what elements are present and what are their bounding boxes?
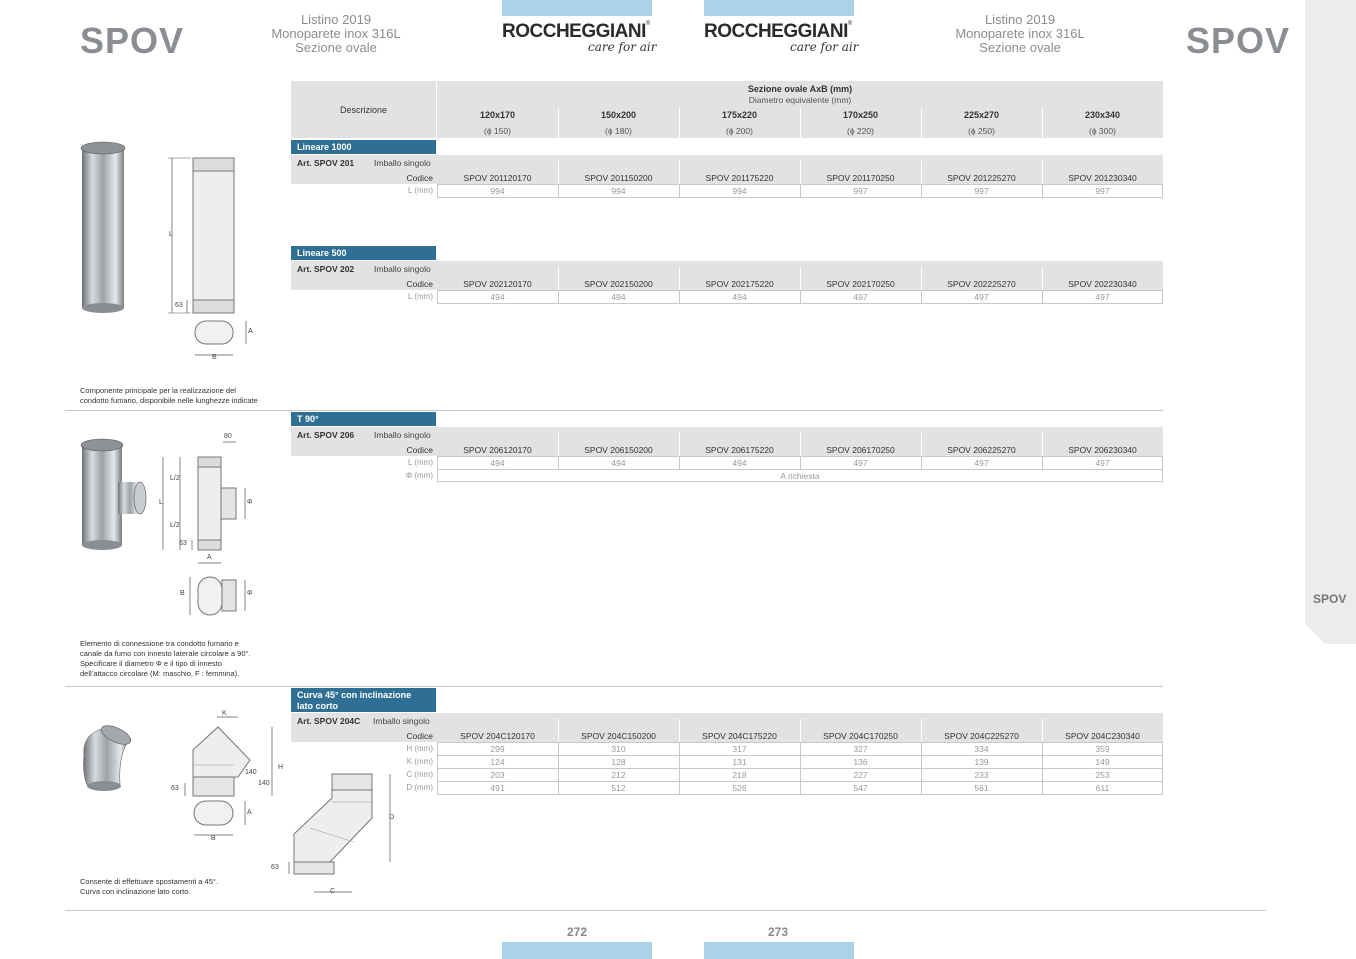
cell-border <box>558 456 559 469</box>
dim-label-L: L <box>169 231 173 238</box>
table-cell: 203 <box>490 770 505 780</box>
column-size: 150x200 <box>600 110 637 120</box>
cell-border <box>437 290 438 303</box>
table-cell: 494 <box>732 292 747 302</box>
product-code: SPOV 202120170 <box>463 279 532 289</box>
cell-border <box>558 755 559 768</box>
product-code: SPOV 201120170 <box>463 173 532 183</box>
cell-border <box>1042 742 1043 755</box>
product-code: SPOV 204C225270 <box>944 731 1019 741</box>
table-cell: 136 <box>853 757 868 767</box>
cell-border <box>679 184 680 197</box>
table-cell: 997 <box>853 186 868 196</box>
product-code: SPOV 204C170250 <box>823 731 898 741</box>
column-divider <box>800 108 801 138</box>
table-cell: 561 <box>974 783 989 793</box>
cell-border <box>437 755 438 768</box>
dim-label-D: D <box>389 814 395 821</box>
column-size: 120x170 <box>479 110 516 120</box>
cell-border <box>800 755 801 768</box>
header-subtitle-right: Listino 2019 Monoparete inox 316L Sezione ovale <box>955 12 1085 55</box>
product-code: SPOV 206225270 <box>947 445 1016 455</box>
column-divider <box>1042 108 1043 138</box>
header-subtitle-left: Listino 2019 Monoparete inox 316L Sezione ovale <box>271 12 401 55</box>
footer-divider <box>65 910 1266 911</box>
table-cell: 310 <box>611 744 626 754</box>
table-cell: 497 <box>974 458 989 468</box>
table-cell: 227 <box>853 770 868 780</box>
product-code: SPOV 204C230340 <box>1065 731 1140 741</box>
table-cell: 997 <box>974 186 989 196</box>
dim-label-A: A <box>248 328 253 335</box>
phi-value: A richiesta <box>780 471 820 481</box>
cell-border <box>1042 755 1043 768</box>
table-cell: 494 <box>611 458 626 468</box>
description-lineare: Componente principale per la realizzazione del condotto fumario, disponibile nelle lunghezze indicate <box>80 386 258 405</box>
column-diameter: (ɸ 200) <box>726 126 753 136</box>
art-label: Art. SPOV 206 <box>297 430 355 440</box>
cell-border <box>679 290 680 303</box>
description-curva: Consente di effettuare spostamenti a 45°. Curva con inclinazione lato corto. <box>80 877 218 896</box>
code-label: Codice <box>406 279 433 289</box>
product-code: SPOV 204C175220 <box>702 731 777 741</box>
dim-label-phi: Φ <box>247 590 253 597</box>
product-code: SPOV 201225270 <box>947 173 1016 183</box>
cell-border <box>1042 456 1043 469</box>
product-code: SPOV 201170250 <box>826 173 895 183</box>
cell-border <box>1042 290 1043 303</box>
product-code: SPOV 206175220 <box>705 445 774 455</box>
dim-label-A: A <box>207 554 212 561</box>
row-unit-label: L (mm) <box>407 186 433 195</box>
cell-border <box>679 781 680 794</box>
table-cell: 497 <box>974 292 989 302</box>
row-unit-label: L (mm) <box>407 292 433 301</box>
table-cell: 994 <box>490 186 505 196</box>
table-cell: 497 <box>1095 292 1110 302</box>
cell-border <box>558 742 559 755</box>
cell-border <box>679 742 680 755</box>
cell-border <box>437 768 438 781</box>
column-diameter: (ɸ 300) <box>1089 126 1116 136</box>
cell-border <box>1162 768 1163 781</box>
art-label: Art. SPOV 201 <box>297 158 355 168</box>
dim-label-phi: Φ <box>247 499 253 506</box>
cell-border <box>437 781 438 794</box>
table-cell: 334 <box>974 744 989 754</box>
table-cell: 212 <box>611 770 626 780</box>
dim-label-63: 63 <box>171 785 179 792</box>
cell-border <box>921 742 922 755</box>
table-cell: 149 <box>1095 757 1110 767</box>
table-cell: 526 <box>732 783 747 793</box>
section-divider <box>65 686 1163 687</box>
table-cell: 994 <box>611 186 626 196</box>
cell-border <box>679 456 680 469</box>
section-label-lineare-500: Lineare 500 <box>291 246 436 260</box>
cell-border <box>437 184 438 197</box>
top-accent-bar-left <box>502 0 652 16</box>
column-diameter: (ɸ 180) <box>605 126 632 136</box>
column-divider <box>679 108 680 138</box>
description-t90: Elemento di connessione tra condotto fumario e canale da fumo con innesto laterale circolare a 90°. Specificare il diametro Φ e il tipo di innesto dell’attacco circolare (M: maschio, F : femmina). <box>80 639 251 678</box>
table-cell: 253 <box>1095 770 1110 780</box>
dim-label-63: 63 <box>175 302 183 309</box>
code-label: Codice <box>406 445 433 455</box>
row-line <box>437 794 1163 795</box>
cell-border <box>921 456 922 469</box>
table-cell: 139 <box>974 757 989 767</box>
cell-border <box>1162 742 1163 755</box>
row-unit-label: H (mm) <box>406 744 433 753</box>
dim-label-C: C <box>330 888 336 895</box>
column-diameter: (ɸ 220) <box>847 126 874 136</box>
tee-photo-icon <box>78 438 148 552</box>
row-line <box>437 481 1163 482</box>
section-label-lineare-1000: Lineare 1000 <box>291 140 436 154</box>
product-code: SPOV 202225270 <box>947 279 1016 289</box>
cell-border <box>679 755 680 768</box>
dim-label-L: L <box>159 499 163 506</box>
section-title: Sezione ovale AxB (mm) <box>747 84 853 94</box>
cell-border <box>558 781 559 794</box>
side-tab-corner <box>1305 620 1356 644</box>
table-cell: 497 <box>853 292 868 302</box>
product-code: SPOV 206230340 <box>1068 445 1137 455</box>
product-code: SPOV 202175220 <box>705 279 774 289</box>
table-cell: 547 <box>853 783 868 793</box>
brand-logo-right: ROCCHEGGIANI® care for air <box>704 21 859 54</box>
dim-label-63: 63 <box>271 864 279 871</box>
dim-label-B: B <box>212 354 217 361</box>
table-cell: 299 <box>490 744 505 754</box>
cell-border <box>1162 184 1163 197</box>
table-cell: 317 <box>732 744 747 754</box>
cell-border <box>1042 768 1043 781</box>
art-label: Art. SPOV 204C <box>297 716 361 726</box>
code-label: Codice <box>406 173 433 183</box>
table-cell: 131 <box>732 757 747 767</box>
column-size: 170x250 <box>842 110 879 120</box>
product-code: SPOV 201230340 <box>1068 173 1137 183</box>
row-unit-label: C (mm) <box>406 770 433 779</box>
dim-label-K: K <box>222 710 227 717</box>
table-cell: 611 <box>1095 783 1110 793</box>
pipe-photo-icon <box>78 140 128 316</box>
product-code: SPOV 202230340 <box>1068 279 1137 289</box>
product-code: SPOV 206150200 <box>584 445 653 455</box>
table-cell: 512 <box>611 783 626 793</box>
column-diameter: (ɸ 250) <box>968 126 995 136</box>
table-cell: 494 <box>611 292 626 302</box>
cell-border <box>558 768 559 781</box>
cell-border <box>921 184 922 197</box>
dim-label-80: 80 <box>224 433 232 440</box>
table-cell: 327 <box>853 744 868 754</box>
dim-label-B: B <box>211 835 216 842</box>
table-cell: 233 <box>974 770 989 780</box>
row-unit-label-phi: Φ (mm) <box>405 471 433 480</box>
elbow-photo-icon <box>78 725 138 795</box>
cell-border <box>921 290 922 303</box>
packaging-label: Imballo singolo <box>373 716 430 726</box>
row-line <box>437 197 1163 198</box>
packaging-label: Imballo singolo <box>374 430 431 440</box>
cell-border <box>1162 781 1163 794</box>
row-line <box>437 469 1163 470</box>
product-code: SPOV 202150200 <box>584 279 653 289</box>
table-header-description-label: Descrizione <box>339 105 388 115</box>
elbow-side-drawing <box>280 770 405 900</box>
row-line <box>437 303 1163 304</box>
product-code: SPOV 202170250 <box>826 279 895 289</box>
product-code: SPOV 201175220 <box>705 173 774 183</box>
bottom-accent-bar-right <box>704 942 854 959</box>
dim-label-L2-top: L/2 <box>170 475 180 482</box>
dim-label-B: B <box>180 590 185 597</box>
side-tab <box>1305 0 1356 644</box>
cell-border <box>1162 755 1163 768</box>
product-code: SPOV 204C150200 <box>581 731 656 741</box>
column-size: 175x220 <box>721 110 758 120</box>
table-cell: 994 <box>732 186 747 196</box>
table-cell: 491 <box>490 783 505 793</box>
dim-label-H: H <box>278 764 284 771</box>
table-cell: 494 <box>490 458 505 468</box>
product-code: SPOV 206120170 <box>463 445 532 455</box>
cell-border <box>1042 184 1043 197</box>
column-size: 230x340 <box>1084 110 1121 120</box>
column-divider <box>558 108 559 138</box>
cell-border <box>800 290 801 303</box>
dim-label-140b: 140 <box>258 780 270 787</box>
table-cell: 494 <box>490 292 505 302</box>
section-subtitle: Diametro equivalente (mm) <box>748 95 852 105</box>
table-cell: 497 <box>853 458 868 468</box>
column-size: 225x270 <box>963 110 1000 120</box>
column-divider <box>921 108 922 138</box>
cell-border <box>437 742 438 755</box>
elbow-technical-drawing <box>168 705 293 850</box>
product-code: SPOV 204C120170 <box>460 731 535 741</box>
cell-border <box>921 768 922 781</box>
table-cell: 359 <box>1095 744 1110 754</box>
product-code: SPOV 206170250 <box>826 445 895 455</box>
packaging-label: Imballo singolo <box>374 264 431 274</box>
cell-border <box>800 781 801 794</box>
side-tab-label: SPOV <box>1313 592 1347 606</box>
table-cell: 497 <box>1095 458 1110 468</box>
cell-border <box>921 755 922 768</box>
dim-label-L2-bottom: L/2 <box>170 522 180 529</box>
cell-border <box>800 768 801 781</box>
packaging-label: Imballo singolo <box>374 158 431 168</box>
section-label-curva-45: Curva 45° con inclinazione lato corto <box>291 688 436 712</box>
table-cell: 218 <box>732 770 747 780</box>
cell-border <box>800 184 801 197</box>
table-cell: 997 <box>1095 186 1110 196</box>
top-accent-bar-right <box>704 0 854 16</box>
cell-border <box>921 781 922 794</box>
cell-border <box>679 768 680 781</box>
page-number-right: 273 <box>768 925 789 939</box>
cell-border <box>558 184 559 197</box>
brand-logo-left: ROCCHEGGIANI® care for air <box>502 21 657 54</box>
header-code-right: SPOV <box>1186 20 1291 61</box>
section-label-t90: T 90° <box>291 412 436 426</box>
row-unit-label: L (mm) <box>407 458 433 467</box>
dim-label-140a: 140 <box>245 769 257 776</box>
header-code-left: SPOV <box>80 20 185 61</box>
art-label: Art. SPOV 202 <box>297 264 355 274</box>
page-number-left: 272 <box>567 925 588 939</box>
cell-border <box>1162 290 1163 303</box>
column-diameter: (ɸ 150) <box>484 126 511 136</box>
table-cell: 494 <box>732 458 747 468</box>
row-unit-label: K (mm) <box>406 757 433 766</box>
section-divider <box>65 410 1163 411</box>
dim-label-63: 63 <box>179 540 187 547</box>
bottom-accent-bar-left <box>502 942 652 959</box>
dim-label-A: A <box>247 809 252 816</box>
row-unit-label: D (mm) <box>406 783 433 792</box>
cell-border <box>800 456 801 469</box>
cell-border <box>558 290 559 303</box>
table-cell: 128 <box>611 757 626 767</box>
cell-border <box>800 742 801 755</box>
cell-border <box>1042 781 1043 794</box>
table-cell: 124 <box>490 757 505 767</box>
code-label: Codice <box>406 731 433 741</box>
product-code: SPOV 201150200 <box>584 173 653 183</box>
